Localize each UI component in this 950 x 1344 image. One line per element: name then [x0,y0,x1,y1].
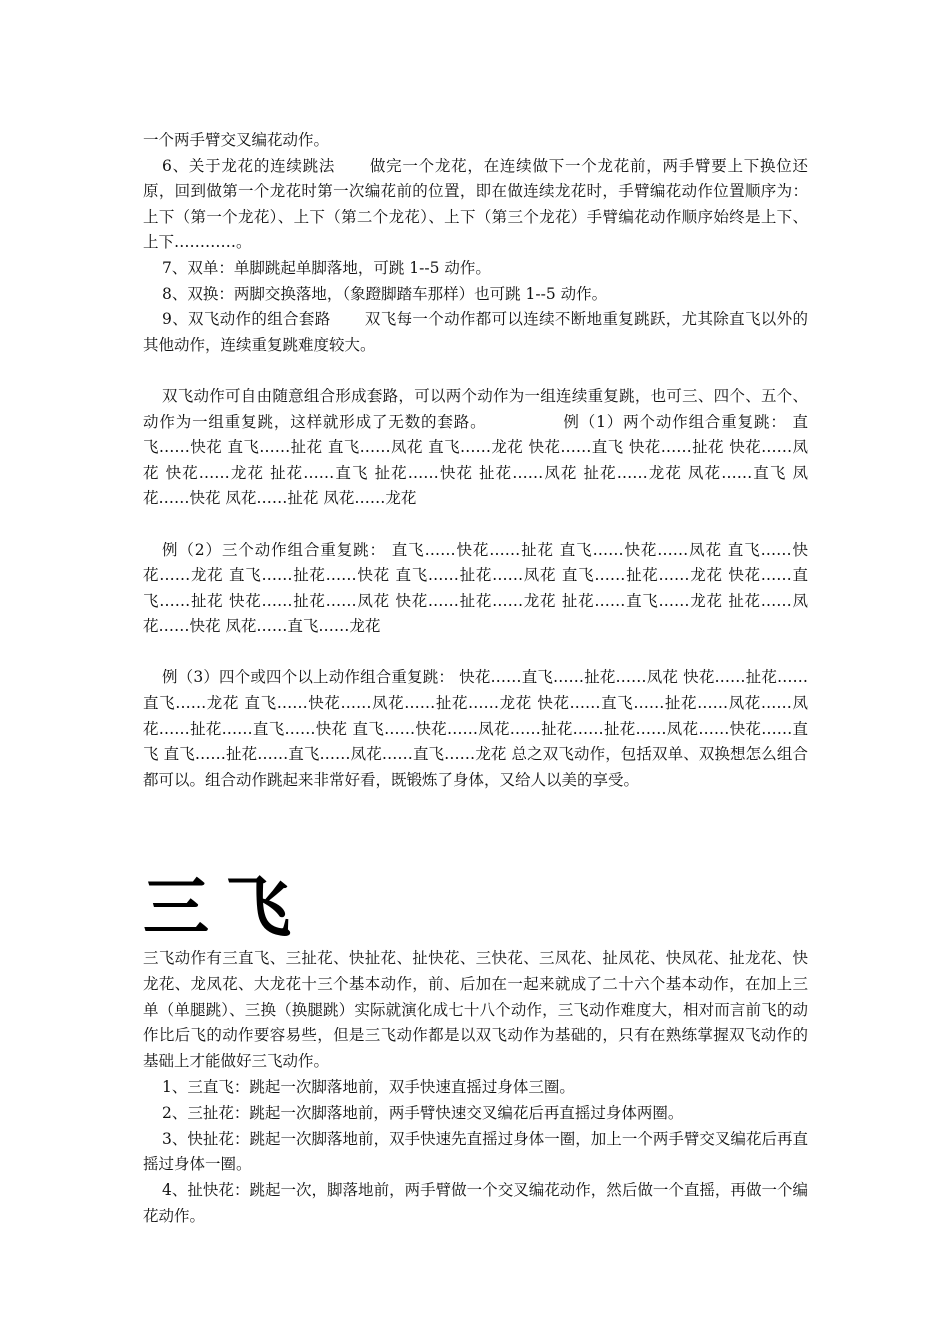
example-3: 例（3）四个或四个以上动作组合重复跳： 快花……直飞……扯花……凤花 快花……扯花……直飞……龙花 直飞……快花……凤花……扯花……龙花 快花……直飞……扯花……凤花……凤花……扯花……直飞……快花 直飞……快花……凤花……扯花……扯花……凤花……快花……直飞 直飞……扯花……直飞……凤花……直飞……龙花 总之双飞动作，包括双单、双换想怎么组合都可以。组合动作跳起来非常好看，既锻炼了身体，又给人以美的享受。 [143,668,808,789]
combo-intro: 双飞动作可自由随意组合形成套路，可以两个动作为一组连续重复跳，也可三、四个、五个、动作为一组重复跳，这样就形成了无数的套路。 [143,386,808,431]
paragraph-continuation: 一个两手臂交叉编花动作。 [143,131,330,149]
section-heading: 三飞 [143,869,307,946]
item-7-paragraph: 7、双单：单脚跳起单脚落地，可跳 1--5 动作。 [162,258,491,277]
item-9-text: 双飞每一个动作都可以连续不断地重复跳跃，尤其除直飞以外的其他动作，连续重复跳难度较大。 [143,310,808,354]
item-4-paragraph: 4、扯快花：跳起一次，脚落地前，两手臂做一个交叉编花动作，然后做一个直摇，再做一个编花动作。 [143,1181,808,1225]
example-1: 例（1）两个动作组合重复跳： 直飞……快花 直飞……扯花 直飞……凤花 直飞……龙花 快花……直飞 快花……扯花 快花……凤花 快花……龙花 扯花……直飞 扯花……快花 扯花……凤花 扯花……龙花 凤花……直飞 凤花……快花 凤花……扯花 凤花……龙花 [143,412,808,508]
combo-paragraph [143,384,808,512]
item-9-label: 9、双飞动作的组合套路 [162,310,331,329]
section-intro: 三飞动作有三直飞、三扯花、快扯花、扯快花、三快花、三凤花、扯凤花、快凤花、扯龙花、快龙花、龙凤花、大龙花十三个基本动作，前、后加在一起来就成了二十六个基本动作，在加上三单（单腿跳）、三换（换腿跳）实际就演化成七十八个动作，三飞动作难度大，相对而言前飞的动作比后飞的动作要容易些，但是三飞动作都是以双飞动作为基础的，只有在熟练掌握双飞动作的基础上才能做好三飞动作。 [143,949,808,1071]
item-2-paragraph: 2、三扯花：跳起一次脚落地前，两手臂快速交叉编花后再直摇过身体两圈。 [162,1103,684,1122]
item-8-paragraph: 8、双换：两脚交换落地，（象蹬脚踏车那样）也可跳 1--5 动作。 [162,284,608,303]
item-6-paragraph [143,154,808,256]
item-3-paragraph: 3、快扯花：跳起一次脚落地前，双手快速先直摇过身体一圈，加上一个两手臂交叉编花后再直摇过身体一圈。 [143,1129,808,1174]
item-9-paragraph [143,307,808,358]
example-2: 例（2）三个动作组合重复跳： 直飞……快花……扯花 直飞……快花……凤花 直飞……快花……龙花 直飞……扯花……快花 直飞……扯花……凤花 直飞……扯花……龙花 快花……直飞……扯花 快花……扯花……凤花 快花……扯花……龙花 扯花……直飞……龙花 扯花……凤花……快花 凤花……直飞……龙花 [143,540,808,636]
item-6-label: 6、关于龙花的连续跳法 [162,156,336,175]
document-body-part2 [143,946,808,1230]
item-1-paragraph: 1、三直飞：跳起一次脚落地前，双手快速直摇过身体三圈。 [162,1077,575,1096]
document-body-part1 [143,128,808,793]
item-6-text: 做完一个龙花，在连续做下一个龙花前，两手臂要上下换位还原，回到做第一个龙花时第一次编花前的位置，即在做连续龙花时，手臂编花动作位置顺序为：上下（第一个龙花）、上下（第二个龙花）、上下（第三个龙花）手臂编花动作顺序始终是上下、上下…………。 [143,156,808,252]
